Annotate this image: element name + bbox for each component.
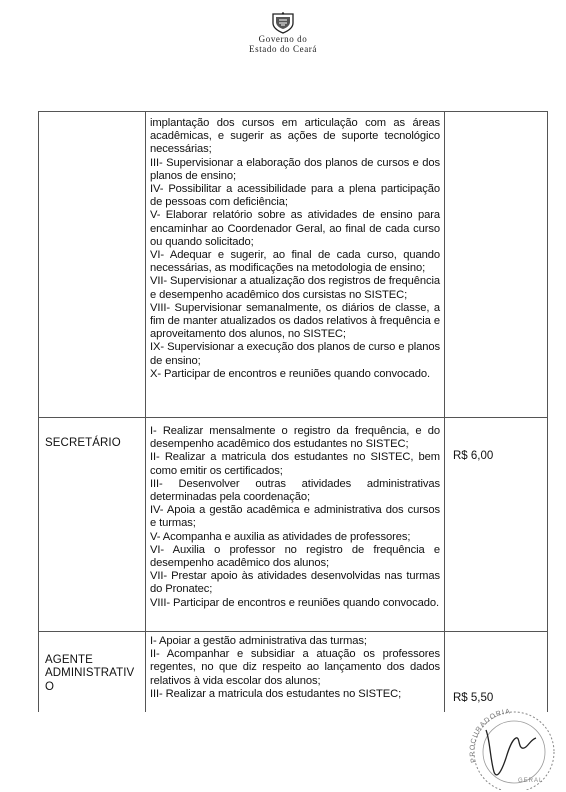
- duty-item: VIII- Supervisionar semanalmente, os diários de classe, a fim de manter atualizados os dados relativos à frequência e aproveitamento dos alunos, no SISTEC;: [150, 301, 440, 341]
- row-divider-1: [39, 417, 547, 418]
- role-name-line: AGENTE: [45, 654, 93, 666]
- duty-item: III- Desenvolver outras atividades administrativas determinadas pela coordenação;: [150, 477, 440, 504]
- duty-item: VI- Adequar e sugerir, ao final de cada curso, quando necessárias, as modificações na metodologia de ensino;: [150, 249, 440, 275]
- duties-cell-row2: [150, 425, 440, 610]
- price-cell-secretario: R$ 6,00: [453, 450, 494, 462]
- column-divider-price: [444, 112, 445, 712]
- role-name-line: O: [45, 680, 55, 693]
- duty-item: II- Acompanhar e subsidiar a atuação os professores regentes, no que diz respeito ao lançamento dos dados relativos à vida escolar dos alunos;: [150, 648, 440, 687]
- duty-item: V- Elaborar relatório sobre as atividades de ensino para encaminhar ao Coordenador Geral, ao final de cada curso ou quando solicitado;: [150, 209, 440, 248]
- duty-item: II- Realizar a matricula dos estudantes no SISTEC, bem como emitir os certificados;: [150, 451, 440, 477]
- price-cell-agente-administrativo: R$ 5,50: [453, 692, 494, 704]
- duty-item: VIII- Participar de encontros e reuniões quando convocado.: [150, 596, 439, 609]
- stamp-text-bottom: GERAL: [518, 778, 544, 784]
- duties-cell-row3: [150, 635, 440, 701]
- duty-item: X- Participar de encontros e reuniões quando convocado.: [150, 367, 430, 380]
- duty-item: V- Acompanha e auxilia as atividades de professores;: [150, 530, 411, 543]
- duty-item: VII- Supervisionar a atualização dos registros de frequência e desempenho acadêmico dos cursistas no SISTEC;: [150, 275, 441, 301]
- official-stamp-signature: [462, 700, 562, 790]
- role-cell-agente-administrativo: [45, 654, 143, 694]
- row-divider-2: [39, 631, 547, 632]
- duty-item: III- Supervisionar a elaboração dos planos de cursos e dos planos de ensino;: [150, 156, 440, 182]
- duties-cell-row1: [150, 117, 440, 381]
- duty-item: implantação dos cursos em articulação com as áreas acadêmicas, e sugerir as ações de suporte tecnológico necessárias;: [150, 117, 440, 156]
- duty-item: VII- Prestar apoio às atividades desenvolvidas nas turmas do Pronatec;: [150, 570, 440, 596]
- letterhead: [0, 12, 566, 54]
- stamp-text-top: PROCURADORIA: [469, 708, 512, 764]
- duty-item: III- Realizar a matricula dos estudantes no SISTEC;: [150, 687, 402, 700]
- role-cell-secretario: [45, 437, 143, 450]
- government-name-line2: Estado do Ceará: [249, 44, 317, 54]
- duty-item: I- Realizar mensalmente o registro da frequência, e do desempenho acadêmico dos estudantes no SISTEC;: [150, 425, 440, 451]
- duties-table: [38, 111, 548, 712]
- duty-item: IV- Apoia a gestão acadêmica e administrativa dos cursos e turmas;: [150, 504, 440, 530]
- duty-item: IX- Supervisionar a execução dos planos de curso e planos de ensino;: [150, 341, 440, 367]
- duty-item: I- Apoiar a gestão administrativa das turmas;: [150, 635, 367, 647]
- role-name: SECRETÁRIO: [45, 437, 121, 449]
- duty-item: IV- Possibilitar a acessibilidade para a plena participação de pessoas com deficiência;: [150, 183, 440, 209]
- government-name-line1: Governo do: [258, 34, 308, 44]
- state-coat-of-arms-icon: [270, 12, 296, 34]
- role-name-line: ADMINISTRATIV: [45, 667, 135, 680]
- duty-item: VI- Auxilia o professor no registro de frequência e desempenho acadêmico dos alunos;: [150, 543, 440, 570]
- column-divider-role: [145, 112, 146, 712]
